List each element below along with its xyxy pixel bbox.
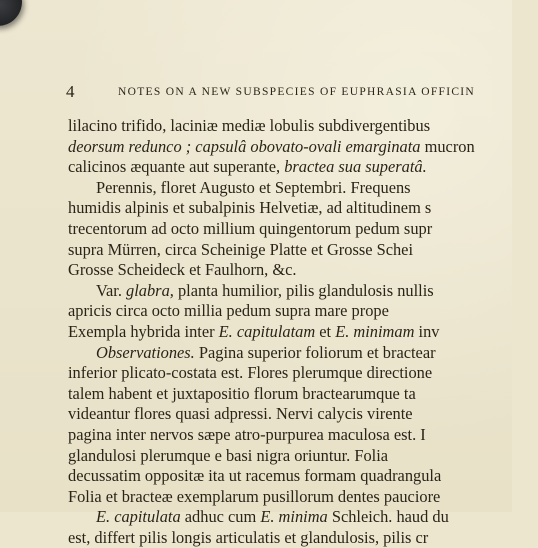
text-line: [68, 343, 538, 364]
italic-text: E. capitulata: [96, 507, 181, 527]
text-segment: trecentorum ad octo millium quingentorum pedum supr: [68, 218, 433, 238]
text-segment: decussatim oppositæ ita ut racemus formam quadrangula: [68, 466, 442, 486]
text-segment: est, differt pilis longis articulatis et glandulosis, pilis cr: [68, 527, 429, 547]
text-line: [68, 425, 538, 446]
italic-text: glabra,: [126, 280, 174, 300]
text-line: [68, 137, 538, 158]
text-segment: et: [315, 321, 336, 341]
text-line: [68, 116, 538, 137]
text-line: [68, 260, 538, 281]
text-line: [68, 240, 538, 261]
text-line: [68, 384, 538, 405]
text-segment: Grosse Scheideck et Faulhorn, &c.: [68, 260, 297, 280]
italic-text: bractea sua superatâ.: [284, 157, 427, 177]
text-segment: adhuc cum: [180, 507, 261, 527]
text-line: [68, 198, 538, 219]
page-number: 4: [66, 82, 75, 101]
text-segment: Exempla hybrida inter: [68, 321, 219, 341]
italic-text: E. minimam: [335, 321, 415, 341]
text-line: [68, 178, 538, 199]
text-segment: Schleich. haud du: [327, 507, 449, 527]
text-segment: mucron: [420, 136, 475, 156]
text-segment: videantur flores quasi adpressi. Nervi calycis virente: [68, 404, 413, 424]
italic-text: Observationes.: [96, 342, 195, 362]
text-segment: Pagina superior foliorum et bractear: [194, 342, 436, 362]
text-line: [68, 507, 538, 528]
text-segment: lilacino trifido, laciniæ mediæ lobulis subdivergentibus: [68, 116, 431, 135]
text-line: [68, 363, 538, 384]
text-line: [68, 281, 538, 302]
text-segment: Folia et bracteæ exemplarum pusillorum dentes pauciore: [68, 486, 441, 506]
running-head: [66, 82, 536, 102]
text-segment: Var.: [96, 280, 127, 300]
text-line: [68, 157, 538, 178]
body-text: [68, 116, 538, 548]
text-line: [68, 466, 538, 487]
text-segment: pagina inter nervos sæpe atro-purpurea maculosa est. I: [68, 424, 426, 444]
text-segment: inferior plicato-costata est. Flores plerumque directione: [68, 363, 433, 383]
italic-text: E. capitulatam: [218, 321, 316, 341]
text-line: [68, 301, 538, 322]
dark-round-object: [0, 0, 22, 26]
text-line: [68, 446, 538, 467]
text-segment: apricis circa octo millia pedum supra mare prope: [68, 301, 389, 321]
italic-text: deorsum redunco ; capsulâ obovato-ovali emarginata: [68, 136, 421, 156]
text-segment: glandulosi plerumque e basi nigra oriuntur. Folia: [68, 445, 389, 465]
text-segment: inv: [414, 321, 440, 341]
text-line: [68, 404, 538, 425]
text-segment: calicinos æquante aut superante,: [68, 157, 285, 177]
text-line: [68, 219, 538, 240]
text-segment: humidis alpinis et subalpinis Helvetiæ, ad altitudinem s: [68, 198, 432, 218]
text-line: [68, 487, 538, 508]
header-title: NOTES ON A NEW SUBSPECIES OF EUPHRASIA OFFICIN: [118, 86, 476, 98]
italic-text: E. minima: [260, 507, 328, 527]
text-line: [68, 528, 538, 548]
text-segment: Perennis, floret Augusto et Septembri. Frequens: [96, 177, 411, 197]
text-line: [68, 322, 538, 343]
text-segment: talem habent et juxtapositio florum bractearumque ta: [68, 383, 416, 403]
text-segment: planta humilior, pilis glandulosis nullis: [173, 280, 434, 300]
text-segment: supra Mürren, circa Scheinige Platte et Grosse Schei: [68, 239, 414, 259]
